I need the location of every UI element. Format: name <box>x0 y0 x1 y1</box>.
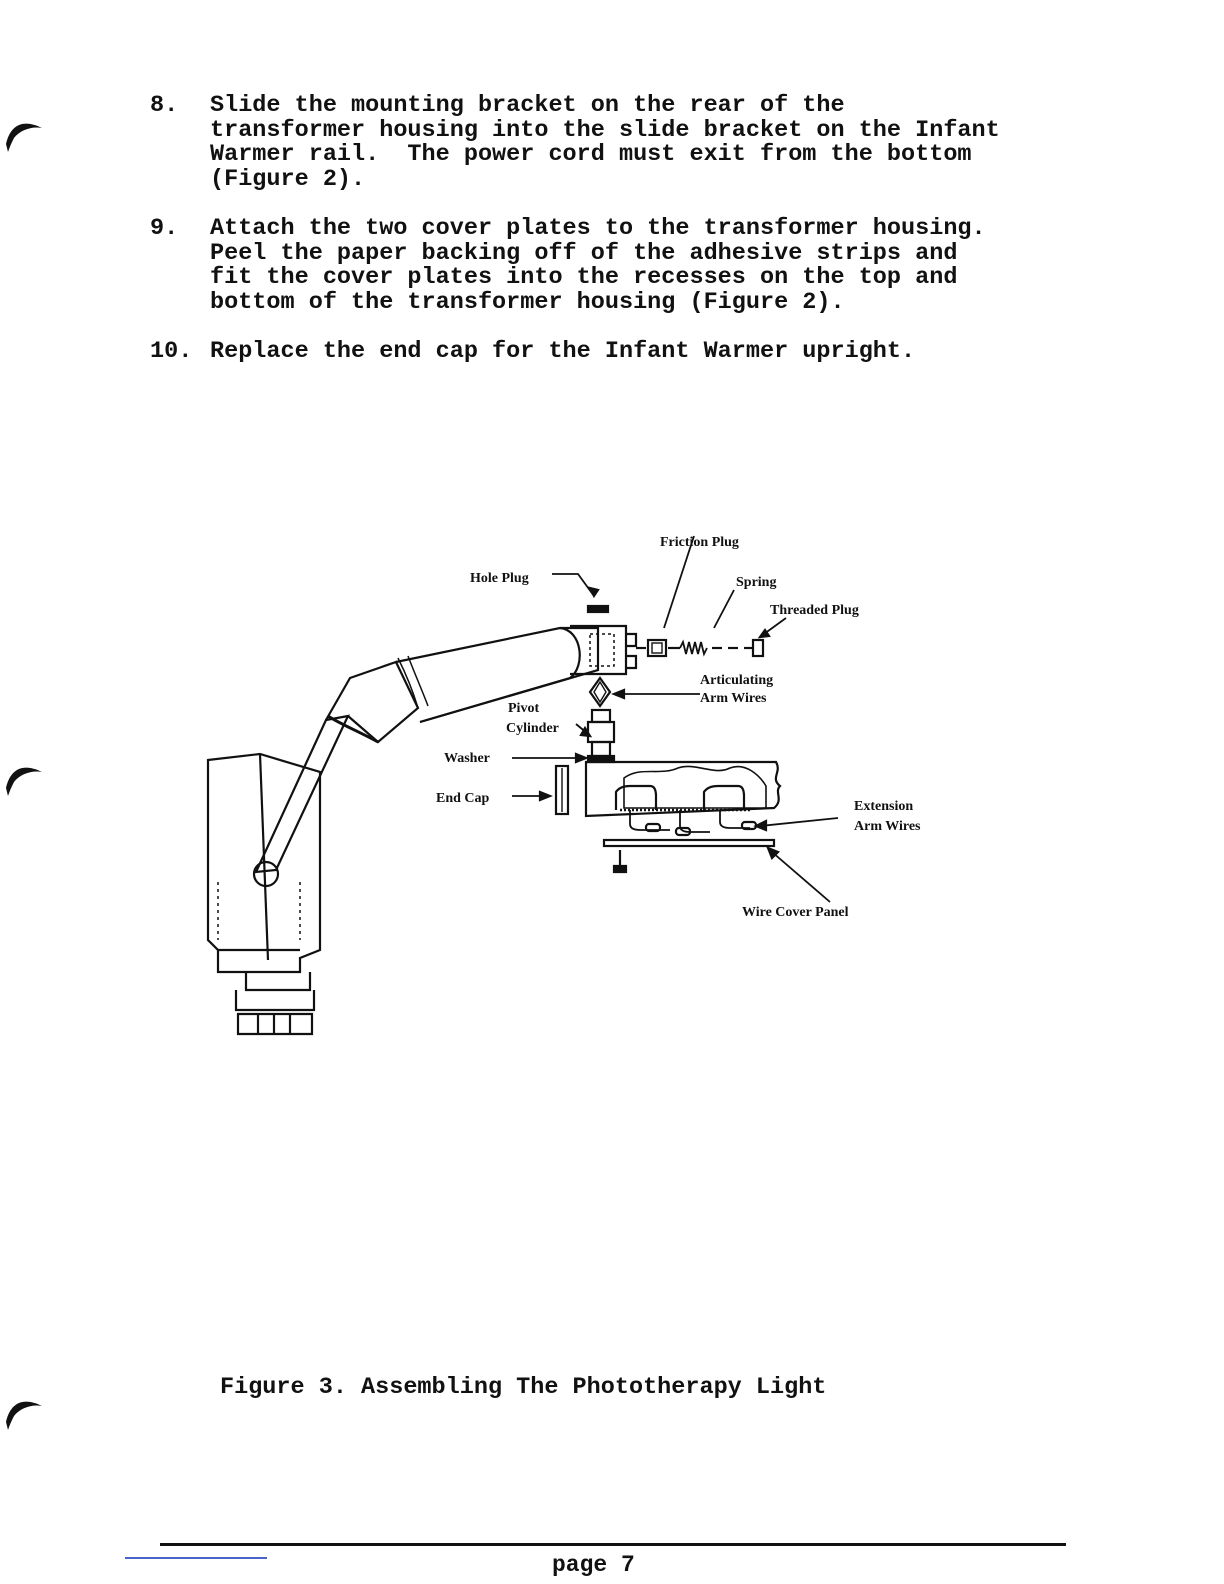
label-washer: Washer <box>444 751 490 766</box>
step-number: 10. <box>150 338 193 365</box>
binder-mark-bottom <box>4 1390 48 1434</box>
label-threaded-plug: Threaded Plug <box>770 603 859 618</box>
label-wire-cover-panel: Wire Cover Panel <box>742 905 849 920</box>
label-articulating-arm-wires-line1: Articulating <box>700 673 774 688</box>
label-spring: Spring <box>736 575 777 590</box>
assembly-diagram <box>190 510 970 1050</box>
label-articulating-arm-wires-line2: Arm Wires <box>700 691 767 706</box>
step-number: 8. <box>150 92 179 119</box>
step-text: Attach the two cover plates to the transformer housing. Peel the paper backing off of the adhesive strips and fit the cover plates into the recesses on the top and bottom of the transformer housing (Figure 2). <box>210 215 986 316</box>
label-end-cap: End Cap <box>436 791 490 806</box>
step-10 <box>150 340 1080 365</box>
step-9 <box>150 217 1080 315</box>
label-extension-arm-wires-line1: Extension <box>854 799 914 814</box>
step-number: 9. <box>150 215 179 242</box>
binder-mark-top <box>4 112 48 156</box>
label-pivot-cylinder-line2: Cylinder <box>506 721 559 736</box>
label-friction-plug: Friction Plug <box>660 535 739 550</box>
assembly-diagram-labels <box>190 510 970 1050</box>
label-hole-plug: Hole Plug <box>470 571 529 586</box>
label-extension-arm-wires-line2: Arm Wires <box>854 819 921 834</box>
step-text: Slide the mounting bracket on the rear of the transformer housing into the slide bracket on the Infant Warmer rail. The power cord must exit from the bottom (Figure 2). <box>210 92 1000 193</box>
footer-blue-rule <box>125 1557 267 1559</box>
step-text: Replace the end cap for the Infant Warmer upright. <box>210 338 916 365</box>
instruction-steps <box>150 94 1080 390</box>
label-pivot-cylinder-line1: Pivot <box>508 701 540 716</box>
page-number: page 7 <box>552 1552 635 1578</box>
binder-mark-middle <box>4 756 48 800</box>
figure-caption: Figure 3. Assembling The Phototherapy Light <box>220 1374 827 1401</box>
footer-rule <box>160 1543 1066 1546</box>
step-8 <box>150 94 1080 192</box>
